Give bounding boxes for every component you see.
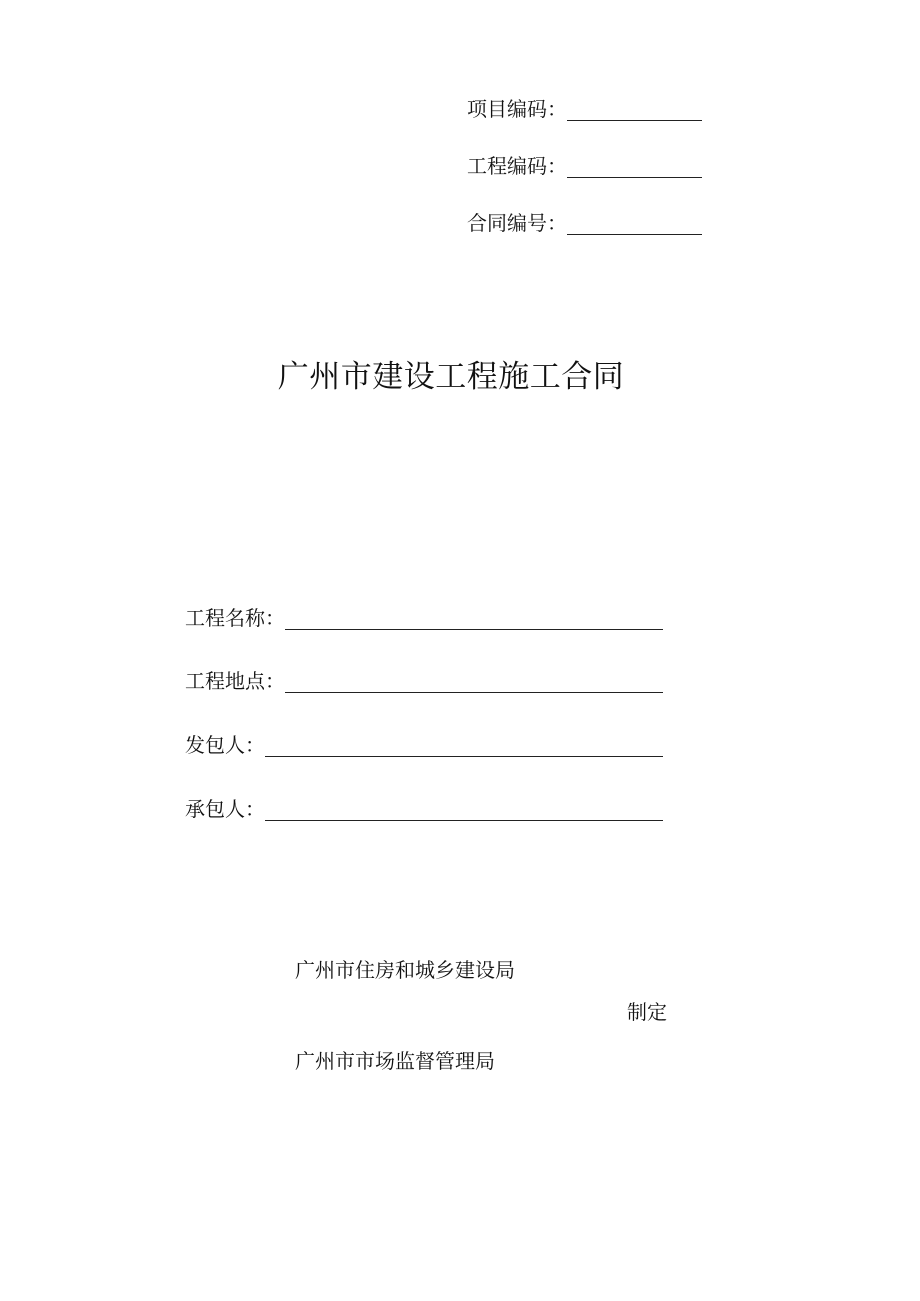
employer-row (185, 733, 663, 757)
document-title: 广州市建设工程施工合同 (277, 359, 625, 395)
contract-no-blank[interactable] (567, 212, 702, 235)
project-location-blank[interactable] (285, 670, 663, 693)
project-code-blank[interactable] (567, 98, 702, 121)
contract-no-label: 合同编号： (467, 211, 567, 235)
engineering-code-label: 工程编码： (467, 154, 567, 178)
employer-label: 发包人： (185, 733, 265, 757)
contract-no-row (467, 211, 702, 235)
project-location-label: 工程地点： (185, 669, 285, 693)
issuer-housing-bureau: 广州市住房和城乡建设局 (295, 958, 515, 982)
engineering-code-blank[interactable] (567, 155, 702, 178)
project-location-row (185, 669, 663, 693)
contractor-blank[interactable] (265, 798, 663, 821)
project-code-label: 项目编码： (467, 97, 567, 121)
enacted-by-label: 制定 (627, 1000, 667, 1024)
project-name-row (185, 606, 663, 630)
contractor-label: 承包人： (185, 797, 265, 821)
issuer-market-bureau: 广州市市场监督管理局 (295, 1049, 495, 1073)
project-name-label: 工程名称： (185, 606, 285, 630)
project-code-row (467, 97, 702, 121)
contractor-row (185, 797, 663, 821)
engineering-code-row (467, 154, 702, 178)
project-name-blank[interactable] (285, 607, 663, 630)
employer-blank[interactable] (265, 734, 663, 757)
